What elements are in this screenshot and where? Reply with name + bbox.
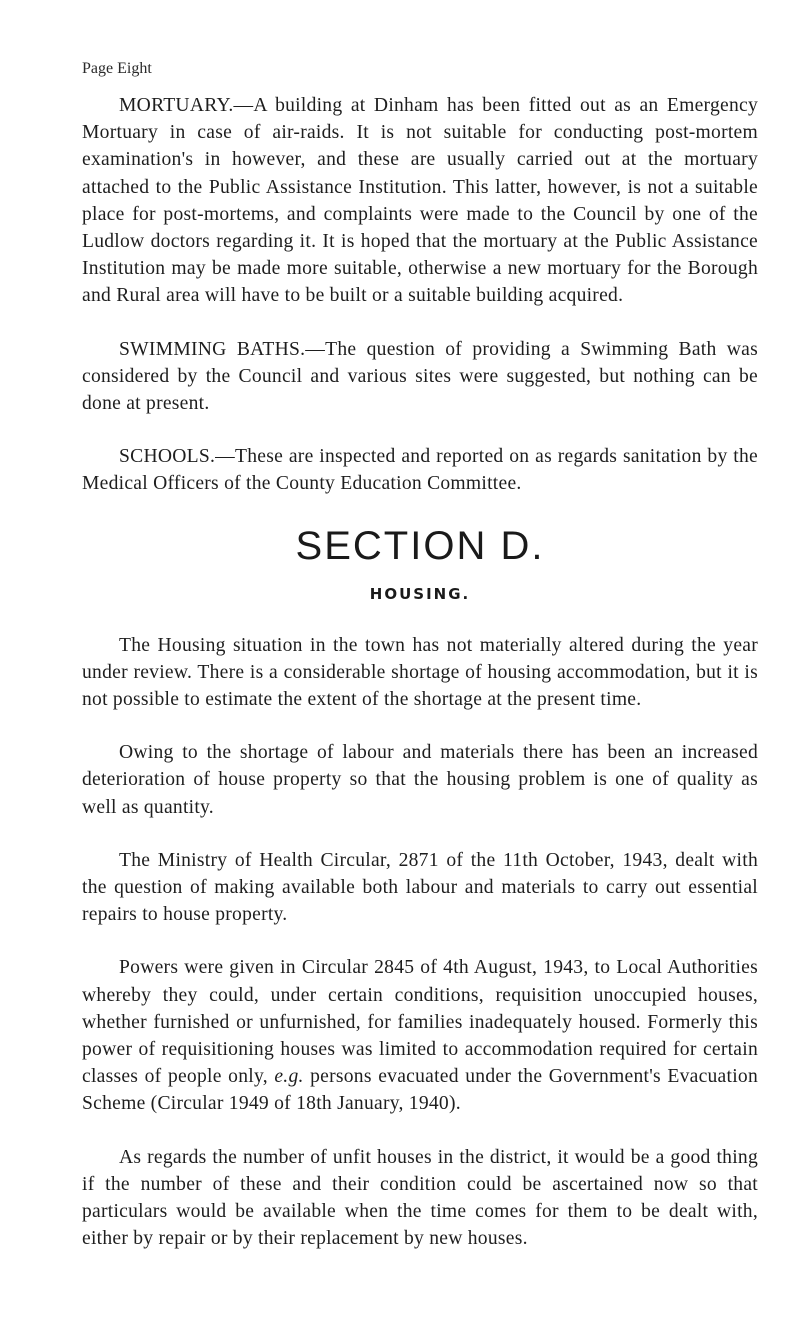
housing-situation-paragraph: The Housing situation in the town has not materially altered during the year under review. There is a considerable shortage of housing accommodation, but it is not possible to estimate the extent of the shortage at the present time. xyxy=(82,634,758,711)
unfit-houses-paragraph: As regards the number of unfit houses in the district, it would be a good thing if the number of these and their condition could be ascertained now so that particulars would be available when the time comes for them to be dealt with, either by repair or by their replacement by new houses. xyxy=(82,1146,758,1250)
eg-abbreviation: e.g. xyxy=(274,1066,304,1088)
deterioration-paragraph: Owing to the shortage of labour and materials there has been an increased deterioration of house property so that the housing problem is one of quality as well as quantity. xyxy=(82,742,758,818)
requisition-powers-paragraph xyxy=(82,954,758,1117)
requisition-text-start: Powers were given in Circular 2845 of 4th August, 1943, to Local Authorities whereby they could, under certain conditions, requisition unoccupied houses, whether furnished or unfurnished, for families inadequately housed. Formerly this power of requisitioning houses was limited to accommodation required for certain classes of people only, xyxy=(82,957,758,1088)
page-number-header: Page Eight xyxy=(82,60,152,77)
page-body xyxy=(82,92,758,1279)
swimming-baths-paragraph: SWIMMING BATHS.—The question of providing a Swimming Bath was considered by the Council and various sites were suggested, but nothing can be done at present. xyxy=(82,338,758,415)
mortuary-paragraph: MORTUARY.—A building at Dinham has been fitted out as an Emergency Mortuary in case of air-raids. It is not suitable for conducting post-mortem examination's in however, and these are usually carried out at the mortuary attached to the Public Assistance Institution. This latter, however, is not a suitable place for post-mortems, and complaints were made to the Council by one of the Ludlow doctors regarding it. It is hoped that the mortuary at the Public Assistance Institution may be made more suitable, otherwise a new mortuary for the Borough and Rural area will have to be built or a suitable building acquired. xyxy=(82,95,758,307)
ministry-circular-paragraph: The Ministry of Health Circular, 2871 of the 11th October, 1943, dealt with the question of making available both labour and materials to carry out essential repairs to house property. xyxy=(82,849,758,926)
section-title: SECTION D. xyxy=(295,523,545,568)
section-subtitle: HOUSING. xyxy=(369,584,471,603)
requisition-text-end: persons evacuated under the Government's Evacuation Scheme (Circular 1949 of 18th January, 1940). xyxy=(82,1066,758,1115)
schools-paragraph: SCHOOLS.—These are inspected and reported on as regards sanitation by the Medical Officers of the County Education Committee. xyxy=(82,446,758,495)
